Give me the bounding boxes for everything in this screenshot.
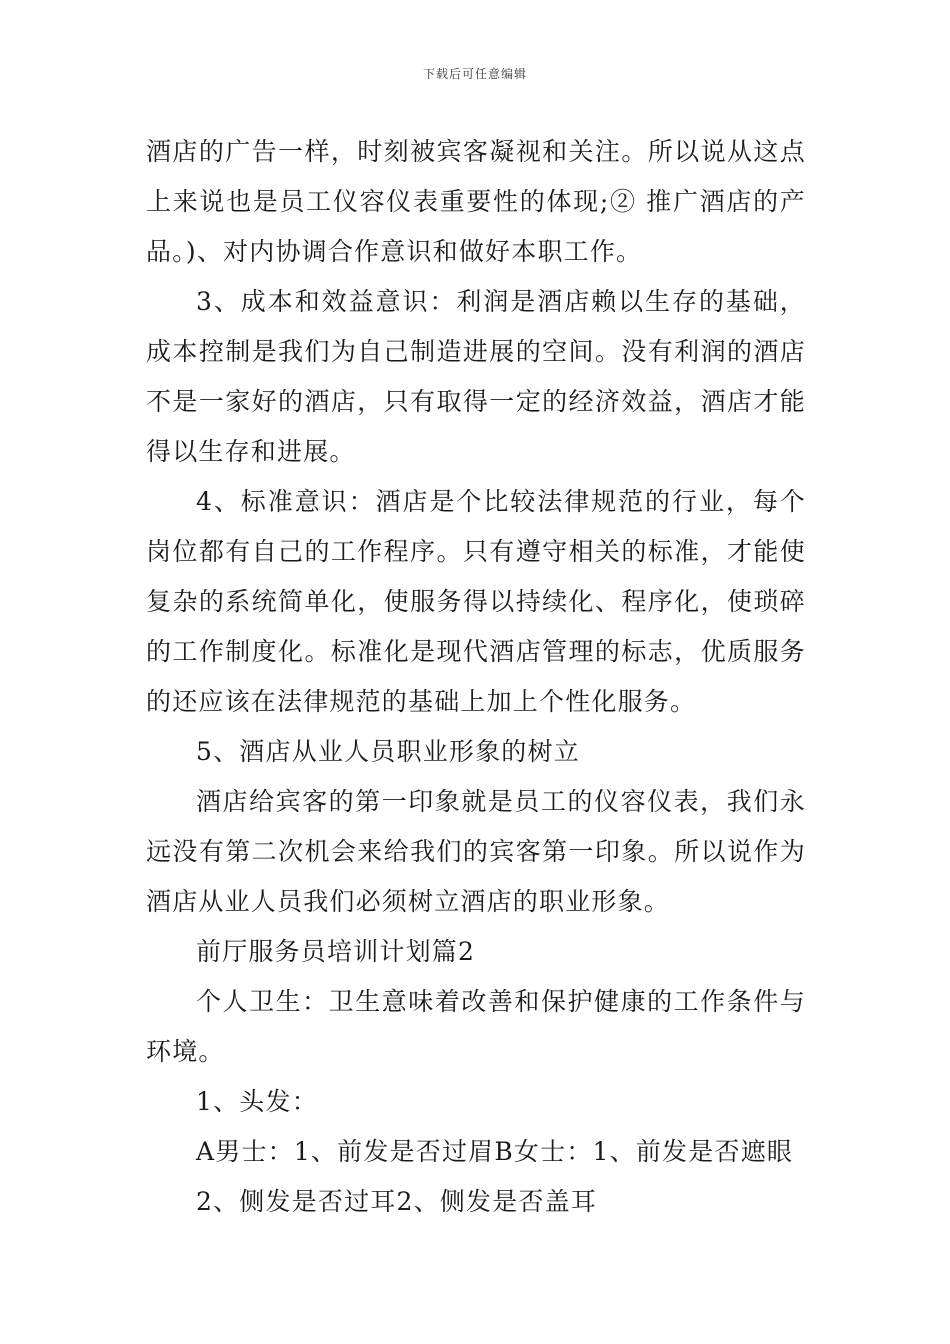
page-header-note: 下载后可任意编辑 xyxy=(422,67,527,81)
paragraph-image-heading: 5、酒店从业人员职业形象的树立 xyxy=(196,737,580,766)
list-item-side-hair: 2、侧发是否过耳2、侧发是否盖耳 xyxy=(196,1187,598,1216)
section-title-plan-2: 前厅服务员培训计划篇2 xyxy=(196,937,476,966)
list-item-hair: 1、头发： xyxy=(196,1087,318,1116)
paragraph-continuation: 酒店的广告一样，时刻被宾客凝视和关注。所以说从这点上来说也是员工仪容仪表重要性的体现;② 推广酒店的产品。)、对内协调合作意识和做好本职工作。 xyxy=(146,137,806,266)
paragraph-standards: 4、标准意识：酒店是个比较法律规范的行业，每个岗位都有自己的工作程序。只有遵守相关的标准，才能使复杂的系统简单化，使服务得以持续化、程序化，使琐碎的工作制度化。标准化是现代酒店管理的标志，优质服务的还应该在法律规范的基础上加上个性化服务。 xyxy=(146,487,806,716)
list-item-front-hair: A男士：1、前发是否过眉B女士：1、前发是否遮眼 xyxy=(196,1137,794,1166)
paragraph-first-impression: 酒店给宾客的第一印象就是员工的仪容仪表，我们永远没有第二次机会来给我们的宾客第一印象。所以说作为酒店从业人员我们必须树立酒店的职业形象。 xyxy=(146,787,806,916)
paragraph-cost-benefit: 3、成本和效益意识：利润是酒店赖以生存的基础，成本控制是我们为自己制造进展的空间。没有利润的酒店不是一家好的酒店，只有取得一定的经济效益，酒店才能得以生存和进展。 xyxy=(146,287,806,466)
paragraph-personal-hygiene: 个人卫生：卫生意味着改善和保护健康的工作条件与环境。 xyxy=(146,987,806,1066)
document-body xyxy=(146,127,806,1227)
